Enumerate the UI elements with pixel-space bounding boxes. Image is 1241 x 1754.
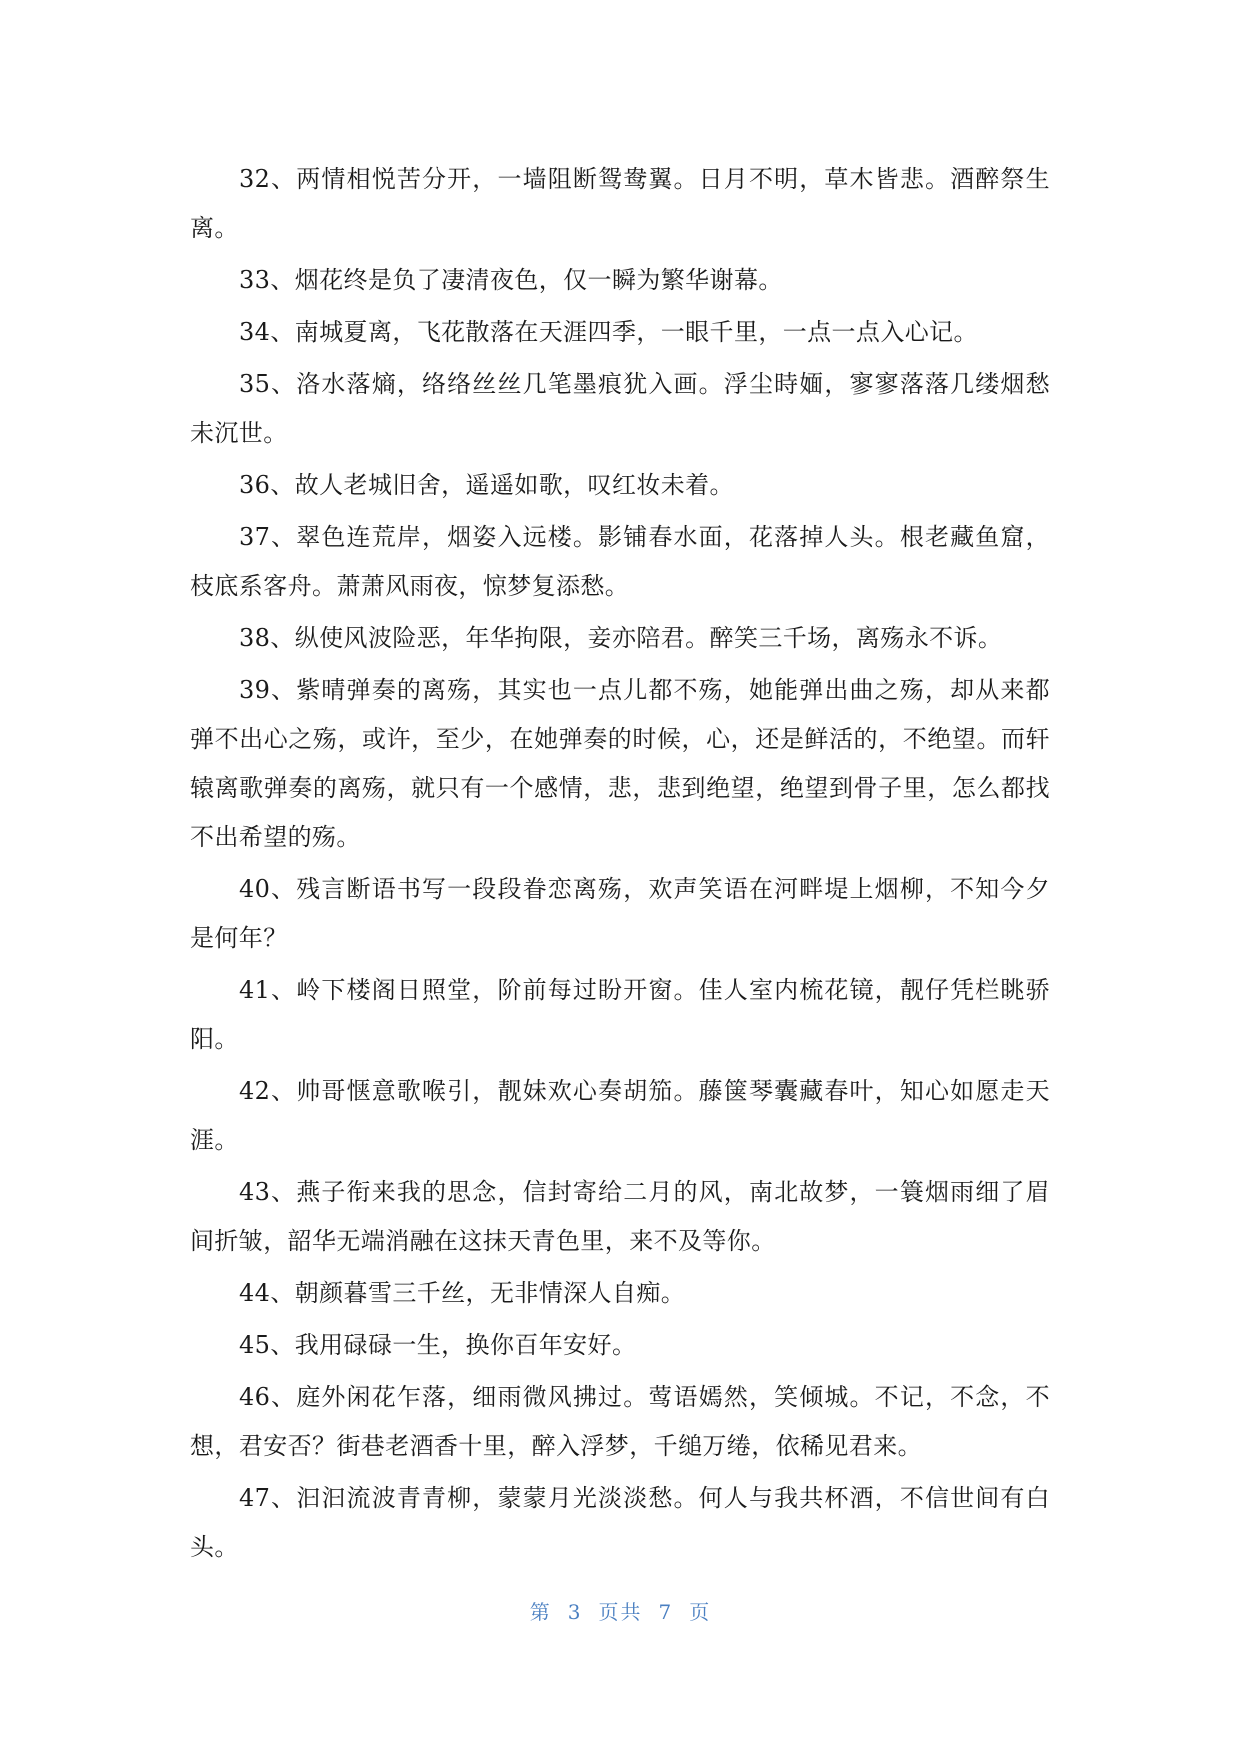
paragraph-34: 34、南城夏离，飞花散落在天涯四季，一眼千里，一点一点入心记。 — [239, 318, 978, 346]
paragraph-33: 33、烟花终是负了凄清夜色，仅一瞬为繁华谢幕。 — [239, 266, 783, 294]
paragraph-37: 37、翠色连荒岸，烟姿入远楼。影铺春水面，花落掉人头。根老藏鱼窟，枝底系客舟。萧萧风雨夜，惊梦复添愁。 — [190, 523, 1050, 600]
paragraph-45: 45、我用碌碌一生，换你百年安好。 — [239, 1331, 637, 1359]
paragraph-36: 36、故人老城旧舍，遥遥如歌，叹红妆未着。 — [239, 471, 734, 499]
paragraph-38: 38、纵使风波险恶，年华拘限，妾亦陪君。醉笑三千场，离殇永不诉。 — [239, 624, 1003, 652]
footer-prefix: 第 — [529, 1600, 552, 1624]
paragraph-32: 32、两情相悦苦分开，一墙阻断鸳鸯翼。日月不明，草木皆悲。酒醉祭生离。 — [190, 165, 1050, 242]
paragraph-46: 46、庭外闲花乍落，细雨微风拂过。莺语嫣然，笑倾城。不记，不念，不想，君安否？街巷老酒香十里，醉入浮梦，千缒万绻，依稀见君来。 — [190, 1383, 1050, 1460]
document-body — [190, 155, 1050, 1575]
paragraph-47: 47、汩汩流波青青柳，蒙蒙月光淡淡愁。何人与我共杯酒，不信世间有白头。 — [190, 1484, 1050, 1561]
paragraph-39: 39、紫晴弹奏的离殇，其实也一点儿都不殇，她能弹出曲之殇，却从来都弹不出心之殇，或许，至少，在她弹奏的时候，心，还是鲜活的，不绝望。而轩辕离歌弹奏的离殇，就只有一个感情，悲，悲到绝望，绝望到骨子里，怎么都找不出希望的殇。 — [190, 676, 1050, 851]
page-footer — [0, 1596, 1241, 1625]
paragraph-35: 35、洛水落熵，络络丝丝几笔墨痕犹入画。浮尘時媔，寥寥落落几缕烟愁未沉世。 — [190, 370, 1050, 447]
paragraph-40: 40、残言断语书写一段段眷恋离殇，欢声笑语在河畔堤上烟柳，不知今夕是何年？ — [190, 875, 1050, 952]
footer-middle: 页共 — [598, 1600, 643, 1624]
paragraph-41: 41、岭下楼阁日照堂，阶前每过盼开窗。佳人室内梳花镜，靓仔凭栏眺骄阳。 — [190, 976, 1050, 1053]
footer-suffix: 页 — [689, 1600, 712, 1624]
footer-current-page: 3 — [567, 1600, 583, 1624]
paragraph-42: 42、帅哥惬意歌喉引，靓妹欢心奏胡笳。藤箧琴囊藏春叶，知心如愿走天涯。 — [190, 1077, 1050, 1154]
paragraph-44: 44、朝颜暮雪三千丝，无非情深人自痴。 — [239, 1279, 686, 1307]
footer-total-pages: 7 — [658, 1600, 674, 1624]
paragraph-43: 43、燕子衔来我的思念，信封寄给二月的风，南北故梦，一簑烟雨细了眉间折皱，韶华无端消融在这抹天青色里，来不及等你。 — [190, 1178, 1050, 1255]
